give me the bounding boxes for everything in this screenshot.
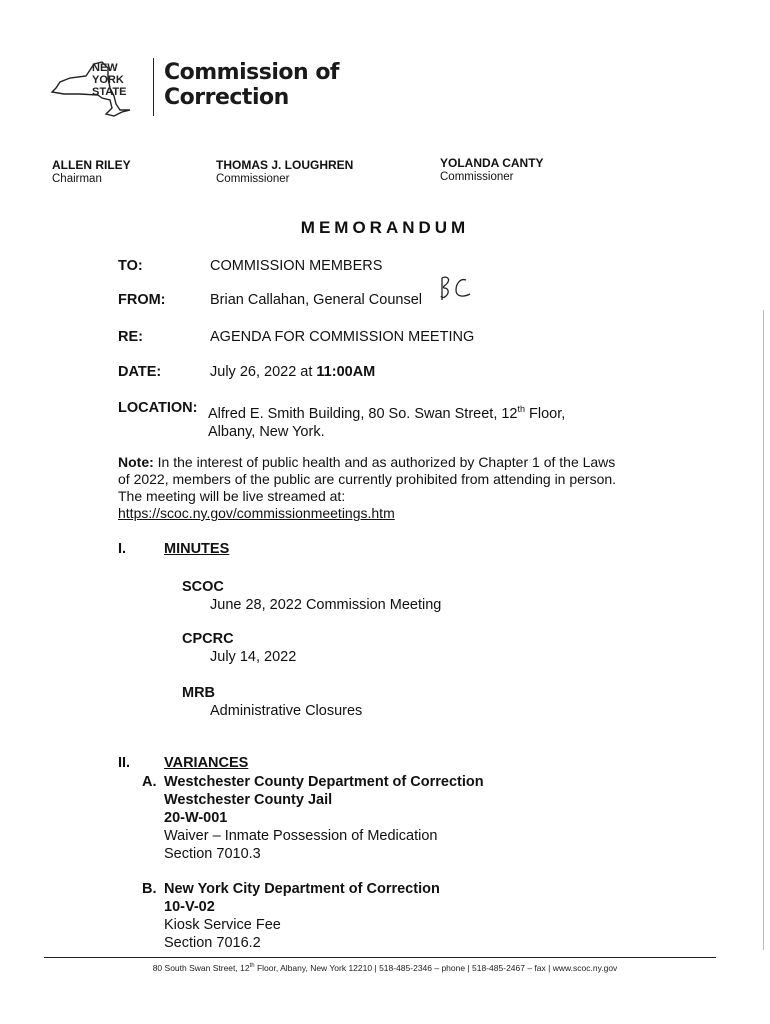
minutes-item-detail: June 28, 2022 Commission Meeting <box>210 597 442 613</box>
minutes-item-scoc <box>182 578 441 614</box>
location-label: LOCATION: <box>118 400 198 416</box>
variance-subject: Kiosk Service Fee <box>164 917 281 933</box>
footer-separator: | <box>467 963 473 973</box>
minutes-item-cpcrc <box>182 630 296 666</box>
meeting-time: 11:00AM <box>316 364 376 380</box>
officer-chairman <box>52 158 131 186</box>
officer-commissioner-2 <box>440 156 544 184</box>
officer-title: Chairman <box>52 173 102 185</box>
variance-number: 10-V-02 <box>164 899 215 915</box>
footer-address-rest: Floor, Albany, New York 12210 <box>254 963 373 973</box>
logo-line: NEW <box>92 62 118 74</box>
logo-wordmark <box>92 62 144 98</box>
officer-title: Commissioner <box>216 173 290 185</box>
note-line1 <box>118 454 678 471</box>
officer-title: Commissioner <box>440 171 514 183</box>
date-text: July 26, 2022 at <box>210 364 317 380</box>
date-label: DATE: <box>118 364 162 380</box>
variance-row <box>142 880 440 952</box>
logo-divider <box>153 58 154 116</box>
variance-number: 20-W-001 <box>164 810 228 826</box>
livestream-link[interactable]: https://scoc.ny.gov/commissionmeetings.htm <box>118 505 395 521</box>
section-title-minutes: MINUTES <box>164 541 230 557</box>
footer-address: 80 South Swan Street, 12 <box>152 963 250 973</box>
variance-details <box>164 880 440 952</box>
location-sup: th <box>517 404 526 414</box>
to-label: TO: <box>118 258 143 274</box>
variance-row <box>142 773 484 863</box>
from-label: FROM: <box>118 292 166 308</box>
note-line2: of 2022, members of the public are currently prohibited from attending in person. <box>118 471 617 487</box>
officer-name: THOMAS J. LOUGHREN <box>216 158 354 172</box>
minutes-item-head: CPCRC <box>182 631 234 647</box>
agency-name-line1: Commission of <box>164 60 339 85</box>
note-text: In the interest of public health and as authorized by Chapter 1 of the Laws <box>153 454 616 470</box>
section-title-variances: VARIANCES <box>164 755 249 771</box>
footer-fax: 518-485-2467 – fax <box>472 963 546 973</box>
footer-separator: | <box>548 963 553 973</box>
officer-name: ALLEN RILEY <box>52 158 131 172</box>
minutes-item-mrb <box>182 684 362 720</box>
memorandum-heading: MEMORANDUM <box>300 218 470 237</box>
location-text: Alfred E. Smith Building, 80 So. Swan Street, 12 <box>208 405 518 422</box>
logo-line: STATE <box>92 86 127 98</box>
variance-agency: New York City Department of Correction <box>164 881 440 897</box>
re-label: RE: <box>118 329 143 345</box>
minutes-item-head: SCOC <box>182 579 224 595</box>
variance-letter: B. <box>142 881 157 897</box>
section-number: II. <box>118 755 131 771</box>
agency-name <box>164 60 339 110</box>
footer-rule <box>44 957 716 958</box>
variance-facility: Westchester County Jail <box>164 792 333 808</box>
note-label: Note: <box>118 454 154 470</box>
variance-details <box>164 773 484 863</box>
variance-item-a <box>142 773 484 863</box>
minutes-item-detail: Administrative Closures <box>210 703 363 719</box>
variance-agency: Westchester County Department of Correction <box>164 774 484 790</box>
note-block <box>118 454 678 522</box>
variance-item-b <box>142 880 440 952</box>
footer-website-link[interactable]: www.scoc.ny.gov <box>552 963 618 973</box>
signature-initials <box>436 272 476 306</box>
re-value: AGENDA FOR COMMISSION MEETING <box>210 329 475 345</box>
variance-letter: A. <box>142 774 157 790</box>
minutes-item-head: MRB <box>182 685 216 701</box>
scan-edge-line <box>763 310 764 950</box>
note-line3: The meeting will be live streamed at: <box>118 488 346 504</box>
officer-name: YOLANDA CANTY <box>440 156 544 170</box>
section-number: I. <box>118 541 127 557</box>
variance-subject: Waiver – Inmate Possession of Medication <box>164 828 438 844</box>
page-footer <box>0 963 770 973</box>
minutes-item-detail: July 14, 2022 <box>210 649 297 665</box>
from-value: Brian Callahan, General Counsel <box>210 292 422 308</box>
location-line2: Albany, New York. <box>208 423 325 440</box>
location-value <box>208 400 565 441</box>
agency-name-line2: Correction <box>164 85 289 110</box>
location-line1 <box>208 400 565 423</box>
variance-section: Section 7010.3 <box>164 846 261 862</box>
footer-phone: 518-485-2346 – phone <box>379 963 466 973</box>
date-value <box>210 364 375 380</box>
footer-sup: th <box>249 963 255 970</box>
officer-commissioner-1 <box>216 158 353 186</box>
to-value: COMMISSION MEMBERS <box>210 258 383 274</box>
location-text: Floor, <box>525 405 566 422</box>
footer-separator: | <box>374 963 380 973</box>
logo-line: YORK <box>92 74 124 86</box>
variance-section: Section 7016.2 <box>164 935 261 951</box>
